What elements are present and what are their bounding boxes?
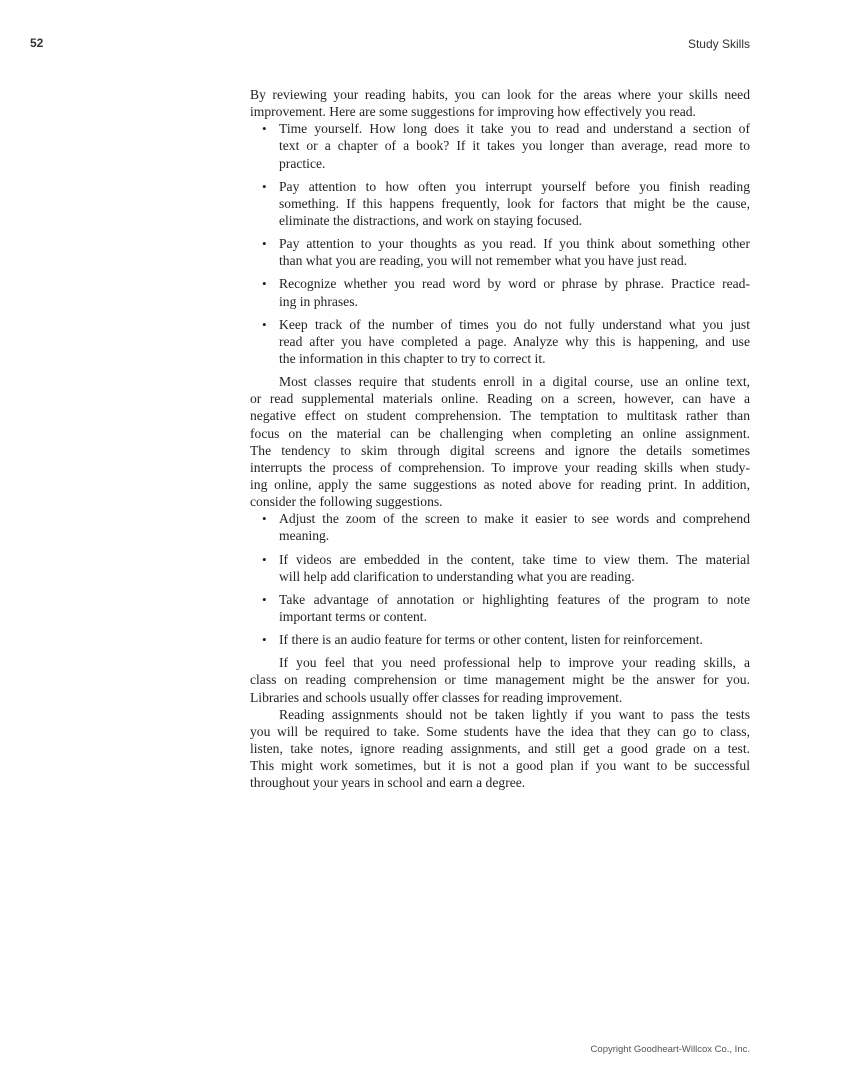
text-line: This might work sometimes, but it is not a good plan if you want to be successful [250,758,750,774]
list-item [250,275,750,309]
bullet-icon: • [262,591,267,607]
paragraph [250,706,750,792]
text-line: you will be required to take. Some students have the idea that they can go to class, [250,723,750,739]
text-line: listen, take notes, ignore reading assignments, and still get a good grade on a test. [250,740,750,756]
text-line: The tendency to skim through digital screens and ignore the details sometimes [250,442,750,458]
text-line: interrupts the process of comprehension. To improve your reading skills when study- [250,459,750,475]
text-line: If videos are embedded in the content, take time to view them. The material [279,551,750,567]
bullet-icon: • [262,276,267,292]
text-line: class on reading comprehension or time management might be the answer for you. [250,672,750,688]
text-line: focus on the material can be challenging when completing an online assignment. [250,425,750,441]
bullet-icon: • [262,316,267,332]
running-header-title: Study Skills [687,37,750,51]
list-item [250,510,750,544]
bullet-icon: • [262,121,267,137]
bullet-list [250,510,750,648]
text-line: meaning. [279,528,330,544]
copyright-footer: Copyright Goodheart-Willcox Co., Inc. [590,1044,750,1055]
text-line: than what you are reading, you will not remember what you have just read. [279,253,688,269]
text-line: Pay attention to how often you interrupt yourself before you finish reading [279,178,750,194]
paragraph [250,654,750,705]
text-line: the information in this chapter to try to correct it. [279,350,546,366]
list-item [250,551,750,585]
text-line: or read supplemental materials online. Reading on a screen, however, can have a [250,391,750,407]
text-line: Reading assignments should not be taken lightly if you want to pass the tests [279,706,750,722]
text-line: improvement. Here are some suggestions for improving how effectively you read. [250,104,696,120]
text-line: something. If this happens frequently, look for factors that might be the cause, [279,195,750,211]
text-line: Recognize whether you read word by word or phrase by phrase. Practice read- [279,276,750,292]
list-item [250,631,750,648]
body-text [250,86,750,791]
list-item [250,178,750,229]
text-line: negative effect on student comprehension. The temptation to multitask rather than [250,408,750,424]
text-line: throughout your years in school and earn a degree. [250,775,526,791]
text-line: ing in phrases. [279,293,358,309]
list-item [250,591,750,625]
text-line: Libraries and schools usually offer classes for reading improvement. [250,689,623,705]
bullet-icon: • [262,551,267,567]
bullet-icon: • [262,236,267,252]
list-item [250,316,750,367]
text-line: Pay attention to your thoughts as you read. If you think about something other [279,236,750,252]
paragraph [250,373,750,510]
bullet-icon: • [262,511,267,527]
text-line: text or a chapter of a book? If it takes you longer than average, read more to [279,138,750,154]
text-line: read after you have completed a page. Analyze why this is happening, and use [279,333,750,349]
text-line: If you feel that you need professional help to improve your reading skills, a [279,655,750,671]
text-line: Most classes require that students enroll in a digital course, use an online text, [279,374,750,390]
text-line: eliminate the distractions, and work on staying focused. [279,212,583,228]
text-line: will help add clarification to understanding what you are reading. [279,568,635,584]
text-line: Adjust the zoom of the screen to make it easier to see words and comprehend [279,511,750,527]
text-line: By reviewing your reading habits, you can look for the areas where your skills need [250,87,750,102]
bullet-icon: • [262,632,267,648]
paragraph [250,86,750,120]
text-line: consider the following suggestions. [250,494,443,510]
text-line: Take advantage of annotation or highlighting features of the program to note [279,591,750,607]
text-line: Keep track of the number of times you do not fully understand what you just [279,316,750,332]
text-line: ing online, apply the same suggestions as noted above for reading print. In addition, [250,476,750,492]
bullet-icon: • [262,178,267,194]
page-number: 52 [30,36,44,50]
list-item [250,235,750,269]
text-line: important terms or content. [279,608,427,624]
bullet-list [250,120,750,367]
text-line: practice. [279,155,326,171]
list-item [250,120,750,171]
text-line: Time yourself. How long does it take you to read and understand a section of [279,121,750,137]
text-line: If there is an audio feature for terms or other content, listen for reinforcement. [279,632,703,648]
